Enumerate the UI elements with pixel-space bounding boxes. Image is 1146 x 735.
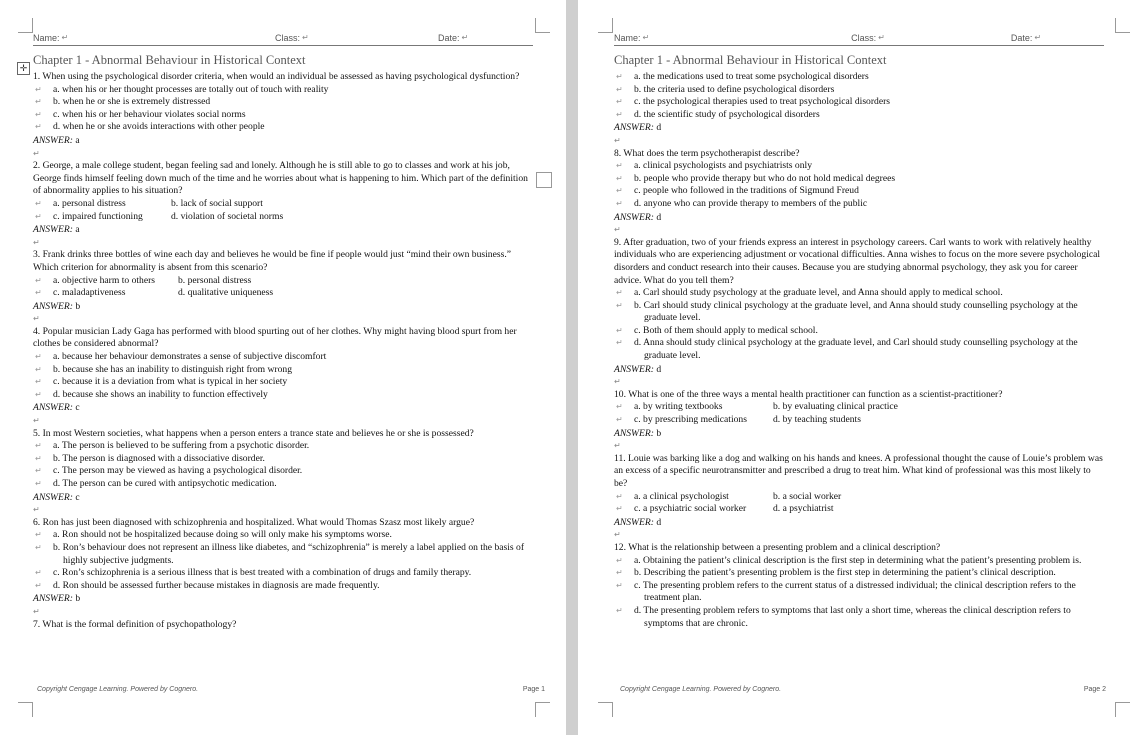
crop-mark — [1115, 18, 1130, 33]
answer-label: ANSWER: — [33, 402, 73, 414]
class-label: Class: — [275, 33, 301, 44]
answer-value: c — [75, 402, 80, 414]
answer-option-row: ↵ a. personal distress b. lack of social support — [35, 197, 263, 209]
option-text: a. clinical psychologists and psychiatrists only — [634, 160, 812, 172]
option-text: a. The person is believed to be suffering from a psychotic disorder. — [53, 440, 310, 452]
question-stem: 4. Popular musician Lady Gaga has performed with blood spurting out of her clothes. Why might having blood spurt from her clothes be considered abnormal? — [33, 325, 517, 350]
option-text: b. Carl should study clinical psychology at the graduate level, and Anna should study counselling psychology at the graduate level. — [634, 299, 1078, 324]
footer-copyright: Copyright Cengage Learning. Powered by Cognero. — [620, 686, 782, 693]
question-stem: 11. Louie was barking like a dog and walking on his hands and knees. A professional thought the cause of Louie’s problem was an excess of a specific neurotransmitter and prescribed a drug to treat him. What kind of professional was this most likely to be? — [614, 452, 1103, 489]
answer-option[interactable]: ↵ a. clinical psychologists and psychiatrists only — [616, 160, 812, 172]
answer-option[interactable]: ↵ a. the medications used to treat some psychological disorders — [616, 71, 869, 82]
answer-option[interactable]: ↵ b. because she has an inability to distinguish right from wrong — [35, 363, 293, 375]
answer-label: ANSWER: — [33, 300, 73, 312]
date-field[interactable]: Date: ↵ — [438, 34, 533, 46]
answer-option-row: ↵ c. by prescribing medications d. by teaching students — [616, 414, 861, 426]
answer-label: ANSWER: — [33, 593, 73, 605]
page-content — [614, 34, 1104, 630]
answer-option[interactable]: ↵ d. because she shows an inability to function effectively — [35, 388, 268, 400]
option-text: b. the criteria used to define psychological disorders — [634, 83, 835, 95]
date-label: Date: — [438, 33, 460, 44]
answer-option[interactable]: ↵ a. because her behaviour demonstrates a sense of subjective discomfort — [35, 351, 327, 363]
option-text: c. The person may be viewed as having a psychological disorder. — [53, 465, 303, 477]
answer-value: b — [75, 593, 81, 605]
answer-option[interactable]: ↵ c. Both of them should apply to medical school. — [616, 324, 818, 336]
question-stem: 9. After graduation, two of your friends express an interest in psychology careers. Carl wants to work with relatively healthy individuals who are experiencing adjustment or vocational difficulties. Anna wishes to focus on the more severe psychological disorders and conduct research into their causes. Because you are studying abnormal psychology, they ask you for career advice. What do you tell them? — [614, 236, 1101, 286]
answer-option[interactable]: c. a psychiatric social worker — [634, 503, 747, 515]
margin-box — [536, 172, 552, 188]
option-text: c. Both of them should apply to medical school. — [634, 324, 818, 336]
answer-option[interactable]: c. by prescribing medications — [634, 414, 747, 426]
paragraph-mark: ↵ — [614, 225, 621, 235]
option-text: d. The presenting problem refers to symptoms that last only a short time, whereas the clinical description refers to symptoms that are chronic. — [634, 604, 1071, 629]
crop-mark — [18, 702, 33, 717]
name-label: Name: — [614, 33, 641, 44]
class-label: Class: — [851, 33, 877, 44]
option-text: c. Ron’s schizophrenia is a serious illness that is best treated with a combination of drugs and family therapy. — [53, 567, 472, 579]
answer-option[interactable]: ↵ b. people who provide therapy but who do not hold medical degrees — [616, 172, 896, 184]
option-text: c. the psychological therapies used to treat psychological disorders — [634, 96, 891, 108]
question-stem: 3. Frank drinks three bottles of wine each day and believes he would be fine if people would just “mind their own business.” Which criterion for abnormality is absent from this scenario? — [33, 249, 511, 273]
question-stem: 1. When using the psychological disorder criteria, when would an individual be assessed as having psychological dysfunction? — [33, 71, 520, 82]
answer-line — [33, 593, 533, 606]
answer-label: ANSWER: — [33, 224, 73, 236]
answer-option[interactable]: ↵ a. Obtaining the patient’s clinical description is the first step in determining what the patient’s presenting problem is. — [616, 554, 1082, 566]
answer-option[interactable]: ↵ d. when he or she avoids interactions with other people — [35, 121, 265, 133]
option-text: d. The person can be cured with antipsychotic medication. — [53, 478, 277, 489]
option-text: b. Describing the patient’s presenting problem is the first step in determining the patient’s clinical description. — [634, 567, 1056, 579]
answer-value: b — [656, 427, 662, 439]
question-stem: 2. George, a male college student, began feeling sad and lonely. Although he is still able to go to classes and work at his job, George finds himself feeling down much of the time and he worries about what is happening to him. Which part of the definition of abnormality applies to his situation? — [33, 160, 528, 197]
answer-option-row: ↵ c. impaired functioning d. violation of societal norms — [35, 210, 284, 222]
question-stem: 10. What is one of the three ways a mental health practitioner can function as a scientist-practitioner? — [614, 388, 1003, 400]
answer-line — [33, 135, 533, 148]
paragraph-mark: ↵ — [614, 530, 621, 540]
answer-line — [614, 212, 1104, 225]
answer-option-row: ↵ c. a psychiatric social worker d. a psychiatrist — [616, 503, 834, 515]
paragraph-mark: ↵ — [33, 606, 40, 616]
chapter-title: Chapter 1 - Abnormal Behaviour in Historical Context — [614, 53, 887, 67]
paragraph-mark: ↵ — [614, 377, 621, 387]
paragraph-mark: ↵ — [33, 237, 40, 247]
page-content — [33, 34, 533, 631]
answer-value: b — [75, 300, 81, 312]
crop-mark — [598, 702, 613, 717]
answer-label: ANSWER: — [614, 427, 654, 439]
answer-option[interactable]: ↵ b. Ron’s behaviour does not represent an illness like diabetes, and “schizophrenia” is merely a label applied on the basis of highly subjective judgments. — [35, 541, 525, 566]
answer-option[interactable]: ↵ c. The presenting problem refers to the current status of a distressed individual; the clinical description refers to the treatment plan. — [616, 579, 1076, 604]
answer-option[interactable]: ↵ d. The person can be cured with antipsychotic medication. — [35, 478, 277, 489]
answer-option[interactable]: c. impaired functioning — [53, 210, 143, 222]
answer-option[interactable]: d. by teaching students — [773, 414, 861, 426]
answer-line — [33, 492, 533, 505]
answer-option[interactable]: b. by evaluating clinical practice — [773, 401, 898, 413]
question-stem: 5. In most Western societies, what happens when a person enters a trance state and believes he or she is possessed? — [33, 427, 474, 439]
answer-label: ANSWER: — [614, 211, 654, 223]
option-text: b. when he or she is extremely distressed — [53, 96, 211, 108]
answer-option[interactable]: ↵ a. Carl should study psychology at the graduate level, and Anna should apply to medical school. — [616, 287, 1003, 299]
page-footer — [37, 686, 545, 693]
answer-label: ANSWER: — [614, 363, 654, 375]
question-stem: 6. Ron has just been diagnosed with schizophrenia and hospitalized. What would Thomas Szasz most likely argue? — [33, 516, 475, 528]
answer-label: ANSWER: — [33, 491, 73, 503]
answer-option[interactable]: ↵ c. because it is a deviation from what is typical in her society — [35, 376, 288, 388]
date-field[interactable]: Date: ↵ — [1011, 34, 1104, 46]
option-text: a. Ron should not be hospitalized because doing so will only make his symptoms worse. — [53, 529, 392, 541]
paragraph-mark: ↵ — [33, 314, 40, 324]
option-text: a. when his or her thought processes are totally out of touch with reality — [53, 83, 329, 95]
crop-mark — [535, 18, 550, 33]
answer-label: ANSWER: — [33, 134, 73, 146]
answer-option-row: ↵ c. maladaptiveness d. qualitative uniqueness — [35, 287, 274, 299]
option-text: b. Ron’s behaviour does not represent an illness like diabetes, and “schizophrenia” is merely a label applied on the basis of highly subjective judgments. — [53, 541, 525, 566]
page-gutter — [566, 0, 578, 735]
answer-label: ANSWER: — [614, 122, 654, 134]
answer-option[interactable]: b. a social worker — [773, 490, 842, 502]
answer-option[interactable]: a. personal distress — [53, 197, 126, 209]
option-text: a. because her behaviour demonstrates a sense of subjective discomfort — [53, 351, 327, 363]
option-text: c. The presenting problem refers to the current status of a distressed individual; the clinical description refers to the treatment plan. — [634, 579, 1076, 604]
option-text: b. because she has an inability to distinguish right from wrong — [53, 363, 293, 375]
answer-option[interactable]: d. a psychiatrist — [773, 503, 834, 515]
paragraph-mark: ↵ — [614, 441, 621, 451]
table-move-handle-icon[interactable]: ✛ — [17, 62, 30, 75]
answer-option[interactable]: ↵ d. The presenting problem refers to symptoms that last only a short time, whereas the clinical description refers to symptoms that are chronic. — [616, 604, 1071, 629]
answer-option[interactable]: ↵ c. when his or her behaviour violates social norms — [35, 108, 246, 120]
answer-line — [614, 517, 1104, 530]
question-stem: 12. What is the relationship between a presenting problem and a clinical description? — [614, 541, 941, 553]
answer-option[interactable]: ↵ d. anyone who can provide therapy to members of the public — [616, 197, 868, 209]
answer-option[interactable]: ↵ b. when he or she is extremely distressed — [35, 96, 211, 108]
crop-mark — [535, 702, 550, 717]
paragraph-mark: ↵ — [33, 148, 40, 158]
answer-option[interactable]: b. lack of social support — [171, 197, 263, 209]
answer-line — [614, 428, 1104, 441]
document-page-1[interactable] — [0, 0, 566, 735]
option-text: c. people who followed in the traditions of Sigmund Freud — [634, 185, 859, 197]
answer-option-row: ↵ a. a clinical psychologist b. a social worker — [616, 490, 842, 502]
answer-option[interactable]: ↵ b. The person is diagnosed with a dissociative disorder. — [35, 452, 265, 464]
answer-option[interactable]: ↵ c. the psychological therapies used to treat psychological disorders — [616, 96, 891, 108]
answer-value: d — [656, 516, 662, 528]
answer-option[interactable]: ↵ c. people who followed in the traditions of Sigmund Freud — [616, 185, 859, 197]
option-text: d. anyone who can provide therapy to members of the public — [634, 197, 868, 209]
answer-value: c — [75, 491, 80, 503]
option-text: d. because she shows an inability to function effectively — [53, 388, 268, 400]
option-text: d. when he or she avoids interactions with other people — [53, 121, 265, 133]
crop-mark — [598, 18, 613, 33]
option-text: c. when his or her behaviour violates social norms — [53, 108, 246, 120]
option-text: d. Anna should study clinical psychology at the graduate level, and Carl should study counselling psychology at the graduate level. — [634, 337, 1078, 362]
name-label: Name: — [33, 33, 60, 44]
option-text: c. because it is a deviation from what is typical in her society — [53, 376, 288, 388]
answer-option[interactable]: a. a clinical psychologist — [634, 490, 729, 502]
option-text: a. the medications used to treat some psychological disorders — [634, 71, 869, 82]
answer-label: ANSWER: — [614, 516, 654, 528]
answer-option[interactable]: a. by writing textbooks — [634, 401, 723, 413]
answer-line — [614, 122, 1104, 135]
answer-option[interactable]: d. qualitative uniqueness — [178, 287, 274, 299]
answer-option[interactable]: ↵ b. Carl should study clinical psychology at the graduate level, and Anna should study counselling psychology at the graduate level. — [616, 299, 1078, 324]
header-fields — [33, 34, 533, 46]
answer-option[interactable]: ↵ d. Ron should be assessed further because mistakes in diagnosis are made frequently. — [35, 579, 380, 591]
answer-option[interactable]: ↵ b. Describing the patient’s presenting problem is the first step in determining the patient’s clinical description. — [616, 567, 1056, 579]
answer-value: d — [656, 363, 662, 375]
option-text: a. Obtaining the patient’s clinical description is the first step in determining what the patient’s presenting problem is. — [634, 554, 1082, 566]
answer-value: a — [75, 224, 80, 236]
page-number: Page 1 — [522, 686, 545, 693]
footer-copyright: Copyright Cengage Learning. Powered by Cognero. — [37, 686, 199, 693]
answer-option[interactable]: d. violation of societal norms — [171, 210, 284, 222]
paragraph-mark: ↵ — [33, 416, 40, 426]
class-field[interactable]: Class: ↵ — [275, 34, 438, 46]
question-stem: 8. What does the term psychotherapist describe? — [614, 147, 800, 159]
document-page-2[interactable] — [578, 0, 1146, 735]
answer-value: a — [75, 134, 80, 146]
answer-option[interactable]: ↵ a. Ron should not be hospitalized because doing so will only make his symptoms worse. — [35, 529, 392, 541]
answer-option-row: ↵ a. objective harm to others b. personal distress — [35, 274, 252, 286]
chapter-title: Chapter 1 - Abnormal Behaviour in Historical Context — [33, 53, 306, 67]
class-field[interactable]: Class: ↵ — [851, 34, 1011, 46]
date-label: Date: — [1010, 33, 1033, 44]
page-footer — [620, 686, 1106, 693]
answer-value: d — [656, 211, 662, 223]
answer-option[interactable]: ↵ a. when his or her thought processes are totally out of touch with reality — [35, 83, 329, 95]
option-text: d. the scientific study of psychological disorders — [634, 108, 820, 120]
question-stem: 7. What is the formal definition of psychopathology? — [33, 618, 237, 630]
answer-option[interactable]: b. personal distress — [178, 274, 252, 286]
answer-option-row: ↵ a. by writing textbooks b. by evaluating clinical practice — [616, 401, 898, 413]
answer-option[interactable]: a. objective harm to others — [53, 274, 156, 286]
header-fields — [614, 34, 1104, 46]
answer-option[interactable]: ↵ d. Anna should study clinical psychology at the graduate level, and Carl should study counselling psychology at the graduate level. — [616, 337, 1078, 362]
answer-option[interactable]: ↵ d. the scientific study of psychological disorders — [616, 108, 820, 120]
option-text: b. The person is diagnosed with a dissociative disorder. — [53, 452, 265, 464]
paragraph-mark: ↵ — [33, 505, 40, 515]
answer-value: d — [656, 122, 662, 134]
name-field[interactable]: Name: ↵ — [33, 34, 275, 46]
name-field[interactable]: Name: ↵ — [614, 34, 851, 46]
answer-option[interactable]: ↵ a. The person is believed to be suffering from a psychotic disorder. — [35, 440, 310, 452]
crop-mark — [18, 18, 33, 33]
answer-line — [33, 402, 533, 415]
answer-option[interactable]: ↵ c. The person may be viewed as having a psychological disorder. — [35, 465, 303, 477]
answer-line — [33, 301, 533, 314]
option-text: a. Carl should study psychology at the graduate level, and Anna should apply to medical school. — [634, 287, 1003, 299]
option-text: b. people who provide therapy but who do not hold medical degrees — [634, 172, 896, 184]
answer-option[interactable]: c. maladaptiveness — [53, 287, 126, 299]
answer-option[interactable]: ↵ c. Ron’s schizophrenia is a serious illness that is best treated with a combination of drugs and family therapy. — [35, 567, 472, 579]
option-text: d. Ron should be assessed further because mistakes in diagnosis are made frequently. — [53, 579, 380, 591]
answer-line — [614, 364, 1104, 377]
answer-line — [33, 224, 533, 237]
crop-mark — [1115, 702, 1130, 717]
paragraph-mark: ↵ — [614, 135, 621, 145]
answer-option[interactable]: ↵ b. the criteria used to define psychological disorders — [616, 83, 835, 95]
page-number: Page 2 — [1083, 686, 1106, 693]
